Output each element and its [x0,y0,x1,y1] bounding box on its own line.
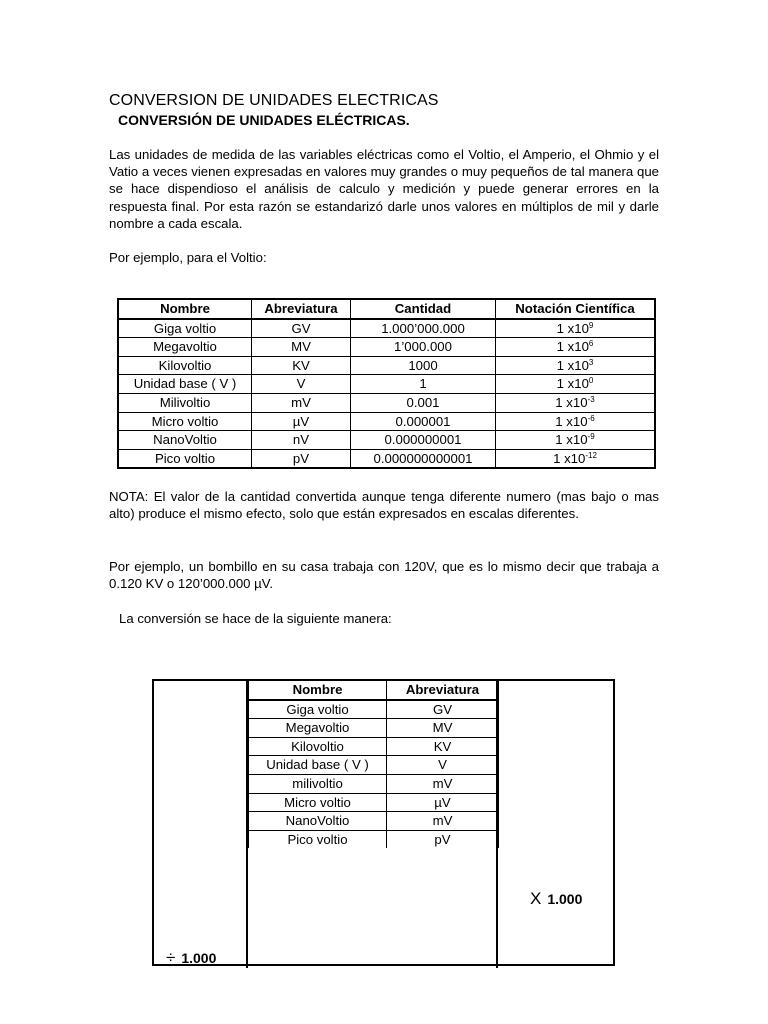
section-heading: CONVERSIÓN DE UNIDADES ELÉCTRICAS. [118,112,410,128]
cell-cantidad: 0.000000000001 [351,449,496,468]
cell-nombre: Unidad base ( V ) [249,756,387,775]
table-row [118,449,655,468]
cell-nombre: Kilovoltio [249,737,387,756]
notation-base: 1 x10 [553,450,586,466]
table-row [249,700,499,719]
cell-notacion [496,393,656,412]
notation-exponent: -9 [587,432,595,442]
multiply-label [530,889,582,909]
divide-label [166,948,216,968]
cell-cantidad: 1’000.000 [351,338,496,357]
cell-notacion [496,449,656,468]
cell-nombre: Kilovoltio [118,356,252,375]
cell-nombre: Micro voltio [118,412,252,431]
column-header-abreviatura: Abreviatura [387,681,499,700]
intro-paragraph: Las unidades de medida de las variables eléctricas como el Voltio, el Amperio, el Ohmio y el Vatio a veces vienen expresadas en valores muy grandes o muy pequeños de tal manera que se hace dispendioso el análisis de calculo y medición y puede generar errores en la respuesta final. Por esta razón se estandarizó darle unos valores en múltiplos de mil y darle nombre a cada escala. [109,147,659,231]
column-header-nombre: Nombre [249,681,387,700]
cell-abreviatura: pV [387,830,499,848]
cell-abreviatura: KV [387,737,499,756]
table-row [118,338,655,357]
cell-abreviatura: MV [387,719,499,738]
cell-notacion [496,356,656,375]
notation-base: 1 x10 [555,395,588,411]
notation-base: 1 x10 [556,357,589,373]
cell-abreviatura: nV [252,431,351,450]
divide-icon: ÷ [166,948,176,967]
cell-abreviatura: GV [252,319,351,338]
cell-abreviatura: MV [252,338,351,357]
table-row [249,756,499,775]
example-paragraph: Por ejemplo, un bombillo en su casa trabaja con 120V, que es lo mismo decir que trabaja a 0.120 KV o 120’000.000 µV. [109,559,659,592]
cell-nombre: Micro voltio [249,793,387,812]
cell-nombre: NanoVoltio [118,431,252,450]
multiply-icon: X [530,889,542,908]
column-header-cantidad: Cantidad [351,299,496,319]
cell-nombre: Unidad base ( V ) [118,375,252,394]
cell-abreviatura: GV [387,700,499,719]
column-header-nombre: Nombre [118,299,252,319]
notation-base: 1 x10 [556,320,589,336]
cell-cantidad: 1 [351,375,496,394]
table-row [118,431,655,450]
voltage-units-table [117,298,656,469]
cell-nombre: Milivoltio [118,393,252,412]
table-row [118,393,655,412]
notation-base: 1 x10 [556,339,589,355]
notation-exponent: -12 [585,450,597,460]
cell-abreviatura: mV [387,774,499,793]
cell-abreviatura: V [252,375,351,394]
table-row [249,812,499,831]
conversion-units-table [248,680,499,848]
table-row [118,375,655,394]
cell-nombre: NanoVoltio [249,812,387,831]
cell-nombre: Pico voltio [118,449,252,468]
notation-base: 1 x10 [555,432,588,448]
cell-notacion [496,412,656,431]
table-row [249,774,499,793]
cell-nombre: Giga voltio [249,700,387,719]
notation-exponent: 6 [588,339,594,349]
cell-abreviatura: mV [252,393,351,412]
column-header-abreviatura: Abreviatura [252,299,351,319]
cell-notacion [496,431,656,450]
column-header-notacion: Notación Científica [496,299,656,319]
cell-abreviatura: mV [387,812,499,831]
table-row [118,319,655,338]
notation-exponent: -6 [587,413,595,423]
cell-notacion [496,375,656,394]
document-title: CONVERSION DE UNIDADES ELECTRICAS [109,92,439,109]
notation-exponent: 3 [588,357,594,367]
conversion-intro: La conversión se hace de la siguiente manera: [119,611,392,626]
table-row [249,719,499,738]
notation-base: 1 x10 [556,376,589,392]
cell-abreviatura: µV [387,793,499,812]
table-header-row [249,681,499,700]
table-row [249,737,499,756]
cell-abreviatura: pV [252,449,351,468]
cell-cantidad: 0.001 [351,393,496,412]
cell-notacion [496,338,656,357]
cell-nombre: milivoltio [249,774,387,793]
table-row [118,412,655,431]
cell-nombre: Megavoltio [118,338,252,357]
cell-nombre: Giga voltio [118,319,252,338]
table-header-row [118,299,655,319]
cell-abreviatura: KV [252,356,351,375]
cell-cantidad: 0.000000001 [351,431,496,450]
multiply-value: 1.000 [547,891,583,907]
note-paragraph: NOTA: El valor de la cantidad convertida aunque tenga diferente numero (mas bajo o mas alto) produce el mismo efecto, solo que están expresados en escalas diferentes. [109,489,659,522]
example-intro: Por ejemplo, para el Voltio: [109,250,267,265]
cell-cantidad: 1000 [351,356,496,375]
cell-abreviatura: V [387,756,499,775]
notation-exponent: -3 [587,395,595,405]
cell-abreviatura: µV [252,412,351,431]
notation-exponent: 9 [588,320,594,330]
notation-base: 1 x10 [555,413,588,429]
cell-notacion [496,319,656,338]
divide-value: 1.000 [181,950,217,966]
table-row [249,793,499,812]
cell-cantidad: 1.000’000.000 [351,319,496,338]
cell-cantidad: 0.000001 [351,412,496,431]
table-row [118,356,655,375]
table-row [249,830,499,848]
notation-exponent: 0 [588,376,594,386]
cell-nombre: Pico voltio [249,830,387,848]
cell-nombre: Megavoltio [249,719,387,738]
